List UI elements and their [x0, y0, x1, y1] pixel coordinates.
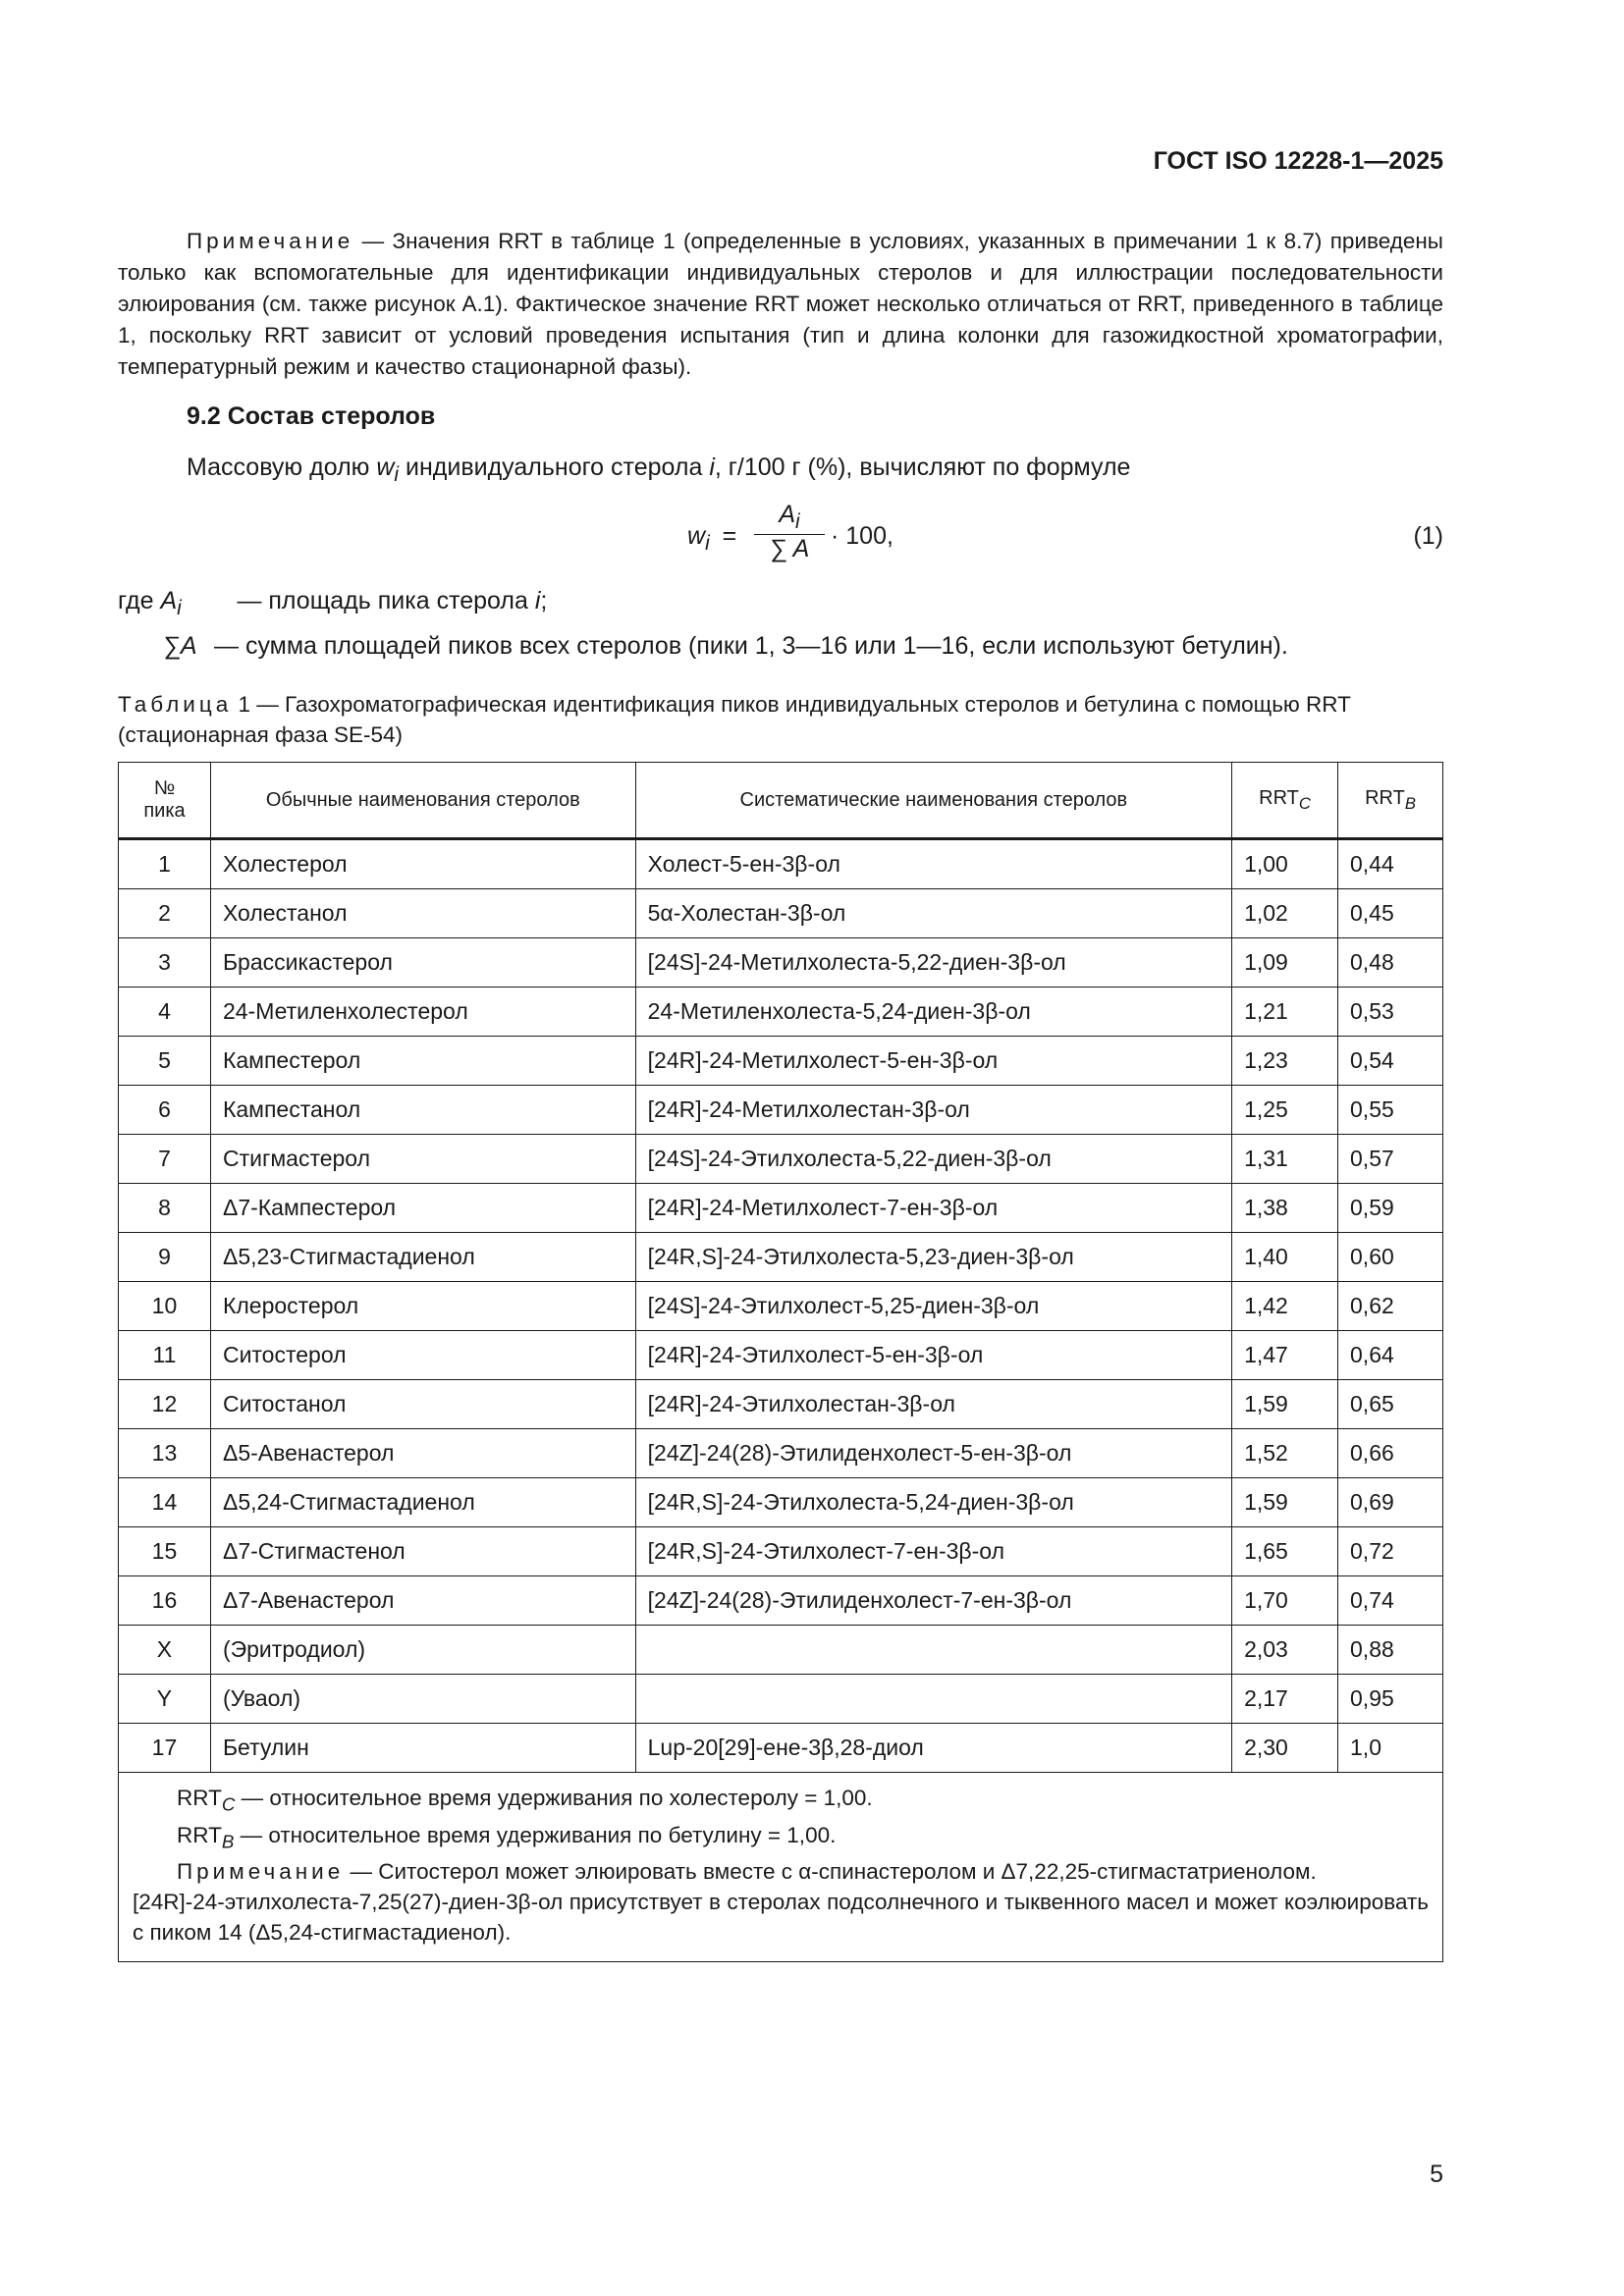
table-footnote-row — [119, 1773, 1443, 1962]
section-title: 9.2 Состав стеролов — [187, 402, 436, 430]
cell-peak-number: 8 — [119, 1184, 211, 1233]
cell-rrtc: 1,31 — [1232, 1135, 1338, 1184]
cell-systematic-name: [24R,S]-24-Этилхолеста-5,24-диен-3β-ол — [635, 1478, 1231, 1527]
cell-peak-number: 3 — [119, 938, 211, 988]
cell-common-name: Δ5,23-Стигмастадиенол — [210, 1233, 635, 1282]
footnote-rrtb: $RRT_B$ — относительное время удерживания по бетулину = 1,00. — [177, 1822, 837, 1851]
cell-common-name: Кампестерол — [210, 1037, 635, 1086]
equation-number: (1) — [1413, 522, 1443, 550]
cell-rrtb: 0,69 — [1338, 1478, 1443, 1527]
footnote-note-cont: [24R]-24-этилхолеста-7,25(27)-диен-3β-ол присутствует в стеролах подсолнечного и тыквенного масел и может коэлюировать с пиком 14 (Δ5,24-стигмастадиенол). — [133, 1890, 1429, 1945]
cell-rrtb: 0,44 — [1338, 839, 1443, 889]
where-line-1: где $A_i$ — площадь пика стерола i; — [118, 587, 548, 619]
cell-peak-number: Y — [119, 1675, 211, 1724]
cell-peak-number: 5 — [119, 1037, 211, 1086]
cell-rrtb: 0,66 — [1338, 1429, 1443, 1478]
cell-systematic-name — [635, 1675, 1231, 1724]
cell-rrtc: 2,30 — [1232, 1724, 1338, 1773]
table-row — [119, 1184, 1443, 1233]
table-row — [119, 1135, 1443, 1184]
cell-rrtc: 2,17 — [1232, 1675, 1338, 1724]
cell-peak-number: 7 — [119, 1135, 211, 1184]
header-rrtc: $RRT_C$ — [1232, 763, 1338, 839]
cell-systematic-name: 24-Метиленхолеста-5,24-диен-3β-ол — [635, 988, 1231, 1037]
cell-common-name: Δ7-Авенастерол — [210, 1576, 635, 1626]
table-row — [119, 1478, 1443, 1527]
cell-systematic-name: [24S]-24-Этилхолеста-5,22-диен-3β-ол — [635, 1135, 1231, 1184]
cell-common-name: Стигмастерол — [210, 1135, 635, 1184]
cell-systematic-name: [24R]-24-Метилхолест-5-ен-3β-ол — [635, 1037, 1231, 1086]
cell-common-name: Холестанол — [210, 889, 635, 938]
cell-systematic-name: [24Z]-24(28)-Этилиденхолест-7-ен-3β-ол — [635, 1576, 1231, 1626]
cell-rrtc: 1,40 — [1232, 1233, 1338, 1282]
cell-common-name: Δ7-Стигмастенол — [210, 1527, 635, 1576]
cell-rrtb: 0,65 — [1338, 1380, 1443, 1429]
cell-systematic-name: [24R]-24-Этилхолестан-3β-ол — [635, 1380, 1231, 1429]
formula-factor: · 100, — [831, 522, 893, 550]
cell-peak-number: 9 — [119, 1233, 211, 1282]
cell-rrtc: 1,59 — [1232, 1380, 1338, 1429]
cell-systematic-name: [24R]-24-Этилхолест-5-ен-3β-ол — [635, 1331, 1231, 1380]
cell-peak-number: 10 — [119, 1282, 211, 1331]
table-row — [119, 1576, 1443, 1626]
cell-systematic-name: Холест-5-ен-3β-ол — [635, 839, 1231, 889]
footnote-rrtc: $RRT_C$ — относительное время удерживания по холестеролу = 1,00. — [177, 1786, 873, 1815]
cell-rrtc: 1,21 — [1232, 988, 1338, 1037]
sterol-table — [118, 762, 1443, 1962]
document-code: ГОСТ ISO 12228-1—2025 — [1153, 147, 1443, 175]
cell-rrtb: 0,53 — [1338, 988, 1443, 1037]
cell-rrtb: 0,72 — [1338, 1527, 1443, 1576]
cell-common-name: Ситостерол — [210, 1331, 635, 1380]
table-row — [119, 889, 1443, 938]
formula-lhs: $w_i$ = — [687, 522, 737, 555]
where-line-2: ∑A — сумма площадей пиков всех стеролов (пики 1, 3—16 или 1—16, если используют бетулин). — [163, 632, 1288, 660]
cell-rrtb: 0,64 — [1338, 1331, 1443, 1380]
cell-peak-number: 13 — [119, 1429, 211, 1478]
cell-rrtb: 1,0 — [1338, 1724, 1443, 1773]
cell-common-name: Клеростерол — [210, 1282, 635, 1331]
cell-systematic-name: [24R,S]-24-Этилхолеста-5,23-диен-3β-ол — [635, 1233, 1231, 1282]
table-row — [119, 1282, 1443, 1331]
cell-common-name: 24-Метиленхолестерол — [210, 988, 635, 1037]
cell-rrtb: 0,74 — [1338, 1576, 1443, 1626]
note-paragraph — [118, 226, 1443, 383]
cell-rrtc: 1,65 — [1232, 1527, 1338, 1576]
table-row — [119, 1037, 1443, 1086]
cell-rrtc: 2,03 — [1232, 1626, 1338, 1675]
cell-rrtb: 0,54 — [1338, 1037, 1443, 1086]
cell-common-name: Δ7-Кампестерол — [210, 1184, 635, 1233]
cell-rrtc: 1,09 — [1232, 938, 1338, 988]
cell-systematic-name: [24R]-24-Метилхолест-7-ен-3β-ол — [635, 1184, 1231, 1233]
table-row — [119, 1429, 1443, 1478]
formula-intro: Массовую долю $w_i$ индивидуального стерола i, г/100 г (%), вычисляют по формуле — [187, 454, 1131, 486]
table-row — [119, 1527, 1443, 1576]
cell-rrtc: 1,52 — [1232, 1429, 1338, 1478]
cell-rrtb: 0,60 — [1338, 1233, 1443, 1282]
table-row — [119, 988, 1443, 1037]
cell-peak-number: 14 — [119, 1478, 211, 1527]
cell-peak-number: 4 — [119, 988, 211, 1037]
header-num: № пика — [119, 763, 211, 839]
cell-systematic-name: Lup-20[29]-ене-3β,28-диол — [635, 1724, 1231, 1773]
cell-common-name: (Уваол) — [210, 1675, 635, 1724]
cell-systematic-name: 5α-Холестан-3β-ол — [635, 889, 1231, 938]
cell-systematic-name: [24R,S]-24-Этилхолест-7-ен-3β-ол — [635, 1527, 1231, 1576]
header-systematic: Систематические наименования стеролов — [635, 763, 1231, 839]
cell-rrtb: 0,62 — [1338, 1282, 1443, 1331]
table-row — [119, 1086, 1443, 1135]
cell-rrtb: 0,88 — [1338, 1626, 1443, 1675]
cell-systematic-name: [24Z]-24(28)-Этилиденхолест-5-ен-3β-ол — [635, 1429, 1231, 1478]
cell-rrtb: 0,45 — [1338, 889, 1443, 938]
header-rrtb: $RRT_B$ — [1338, 763, 1443, 839]
cell-peak-number: 12 — [119, 1380, 211, 1429]
cell-peak-number: 6 — [119, 1086, 211, 1135]
cell-common-name: Бетулин — [210, 1724, 635, 1773]
cell-rrtc: 1,25 — [1232, 1086, 1338, 1135]
cell-common-name: Кампестанол — [210, 1086, 635, 1135]
table-row — [119, 1233, 1443, 1282]
header-common: Обычные наименования стеролов — [210, 763, 635, 839]
cell-systematic-name: [24S]-24-Этилхолест-5,25-диен-3β-ол — [635, 1282, 1231, 1331]
cell-peak-number: X — [119, 1626, 211, 1675]
page-number: 5 — [1430, 2161, 1443, 2188]
cell-rrtc: 1,23 — [1232, 1037, 1338, 1086]
cell-rrtc: 1,47 — [1232, 1331, 1338, 1380]
formula-fraction: $A_i$ ∑ A — [754, 501, 825, 563]
cell-common-name: Ситостанол — [210, 1380, 635, 1429]
cell-peak-number: 11 — [119, 1331, 211, 1380]
cell-peak-number: 16 — [119, 1576, 211, 1626]
cell-common-name: Холестерол — [210, 839, 635, 889]
table-footnote — [119, 1773, 1443, 1962]
note-text: — Значения RRT в таблице 1 (определенные в условиях, указанных в примечании 1 к 8.7) приведены только как вспомогательные для идентификации индивидуальных стеролов и для иллюстрации последовательности элюирования (см. также рисунок А.1). Фактическое значение RRT может несколько отличаться от RRT, приведенного в таблице 1, поскольку RRT зависит от условий проведения испытания (тип и длина колонки для газожидкостной хроматографии, температурный режим и качество стационарной фазы). — [118, 229, 1443, 379]
table-row — [119, 1675, 1443, 1724]
cell-rrtb: 0,95 — [1338, 1675, 1443, 1724]
cell-common-name: Δ5-Авенастерол — [210, 1429, 635, 1478]
cell-rrtb: 0,57 — [1338, 1135, 1443, 1184]
mass-fraction-formula — [687, 501, 982, 579]
cell-systematic-name — [635, 1626, 1231, 1675]
cell-systematic-name: [24S]-24-Метилхолеста-5,22-диен-3β-ол — [635, 938, 1231, 988]
cell-rrtb: 0,55 — [1338, 1086, 1443, 1135]
cell-rrtb: 0,59 — [1338, 1184, 1443, 1233]
note-label: Примечание — [187, 229, 354, 253]
cell-common-name: (Эритродиол) — [210, 1626, 635, 1675]
cell-rrtc: 1,02 — [1232, 889, 1338, 938]
table-caption: Таблица 1 — Газохроматографическая идентификация пиков индивидуальных стеролов и бетулина с помощью RRT (стационарная фаза SE-54) — [118, 692, 1351, 747]
cell-peak-number: 1 — [119, 839, 211, 889]
cell-common-name: Брассикастерол — [210, 938, 635, 988]
cell-systematic-name: [24R]-24-Метилхолестан-3β-ол — [635, 1086, 1231, 1135]
table-row — [119, 1331, 1443, 1380]
cell-common-name: Δ5,24-Стигмастадиенол — [210, 1478, 635, 1527]
cell-peak-number: 17 — [119, 1724, 211, 1773]
cell-rrtc: 1,70 — [1232, 1576, 1338, 1626]
table-row — [119, 938, 1443, 988]
cell-peak-number: 2 — [119, 889, 211, 938]
footnote-note: Примечание — Ситостерол может элюировать вместе с α-спинастеролом и Δ7,22,25-стигмастатриенолом. — [177, 1859, 1317, 1884]
cell-rrtc: 1,38 — [1232, 1184, 1338, 1233]
table-row — [119, 1724, 1443, 1773]
cell-rrtc: 1,00 — [1232, 839, 1338, 889]
cell-rrtb: 0,48 — [1338, 938, 1443, 988]
table-row — [119, 839, 1443, 889]
cell-rrtc: 1,59 — [1232, 1478, 1338, 1527]
cell-peak-number: 15 — [119, 1527, 211, 1576]
table-row — [119, 1380, 1443, 1429]
table-header-row — [119, 763, 1443, 839]
table-row — [119, 1626, 1443, 1675]
cell-rrtc: 1,42 — [1232, 1282, 1338, 1331]
